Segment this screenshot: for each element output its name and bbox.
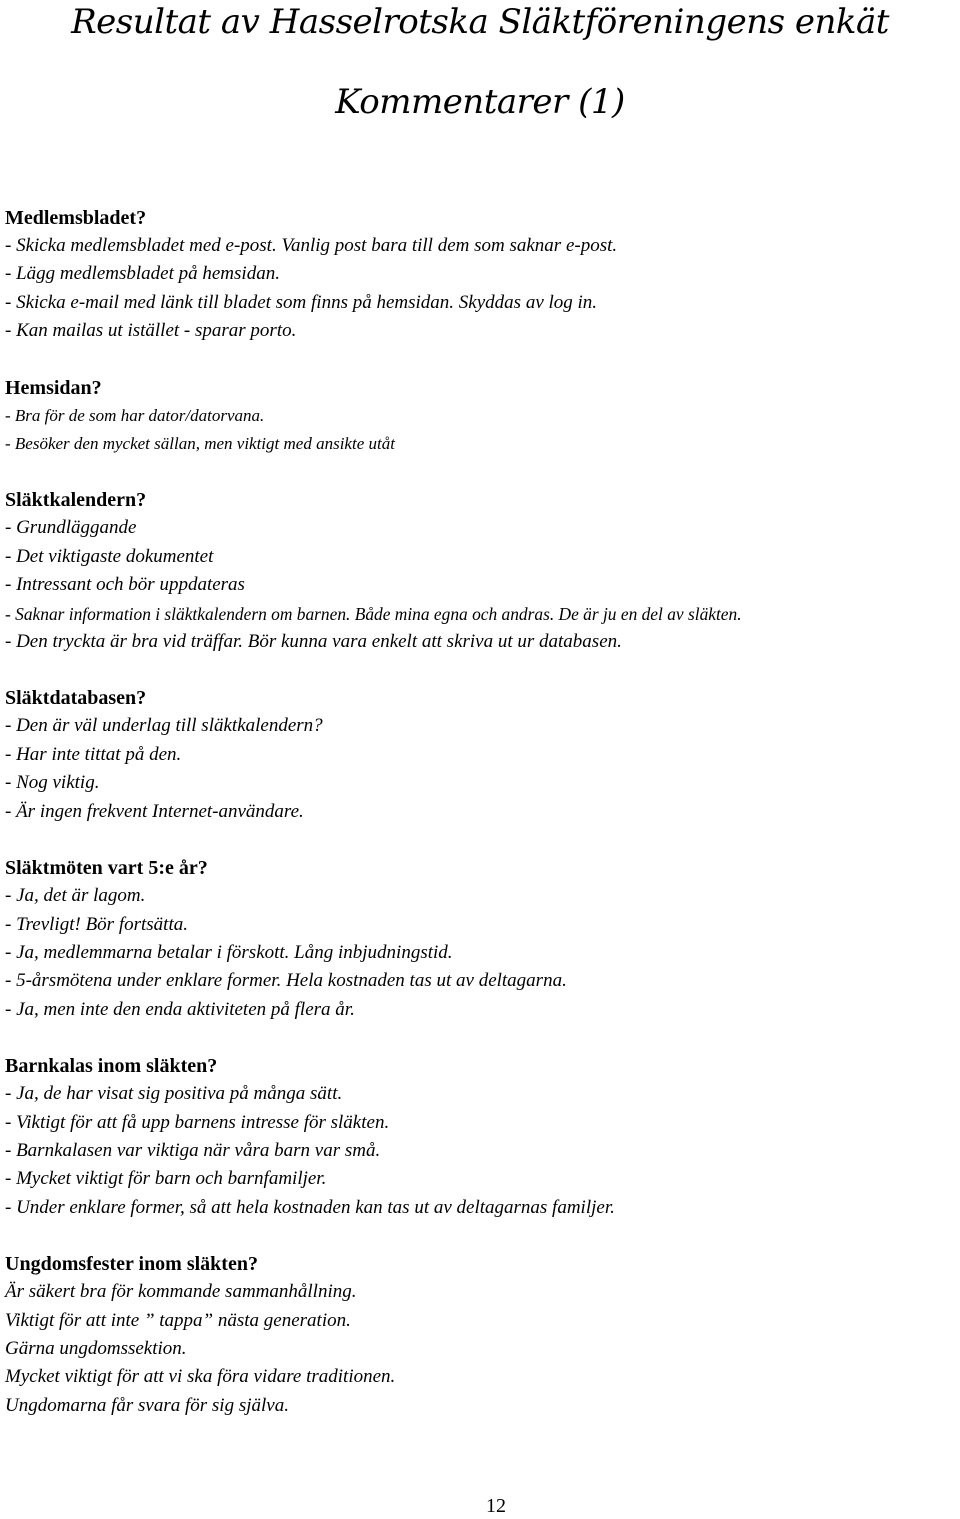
comment-line: - Besöker den mycket sällan, men viktigt med ansikte utåt: [5, 434, 395, 454]
comment-line: - Viktigt för att få upp barnens intresse för släkten.: [5, 1111, 390, 1133]
section-heading: Släktmöten vart 5:e år?: [5, 857, 208, 880]
comment-line: - Intressant och bör uppdateras: [5, 574, 245, 596]
section-heading: Barnkalas inom släkten?: [5, 1055, 218, 1078]
page-number: 12: [486, 1495, 506, 1517]
section-barnkalas: [5, 1052, 955, 1222]
section-slaktdatabasen: [5, 684, 955, 826]
comment-line: - Grundläggande: [5, 517, 137, 539]
section-slaktkalendern: [5, 486, 955, 656]
comment-line: - Är ingen frekvent Internet-användare.: [5, 800, 304, 822]
section-ungdomsfester: [5, 1250, 955, 1420]
comment-line: - Den tryckta är bra vid träffar. Bör kunna vara enkelt att skriva ut ur databasen.: [5, 631, 622, 653]
comment-line: - Trevligt! Bör fortsätta.: [5, 913, 188, 935]
comment-line: - Skicka e-mail med länk till bladet som finns på hemsidan. Skyddas av log in.: [5, 291, 598, 313]
comment-line: - Det viktigaste dokumentet: [5, 545, 214, 567]
comment-line: - Barnkalasen var viktiga när våra barn var små.: [5, 1139, 381, 1161]
comment-line: - Skicka medlemsbladet med e-post. Vanlig post bara till dem som saknar e-post.: [5, 235, 618, 256]
comment-line: - Ja, det är lagom.: [5, 885, 146, 907]
comment-line: - 5-årsmötena under enklare former. Hela kostnaden tas ut av deltagarna.: [5, 970, 567, 992]
section-heading: Släktkalendern?: [5, 489, 147, 512]
comment-line: Viktigt för att inte ” tappa” nästa generation.: [5, 1309, 351, 1331]
comment-line: - Saknar information i släktkalendern om barnen. Både mina egna och andras. De är ju en del av släkten.: [5, 603, 742, 624]
comment-line: - Under enklare former, så att hela kostnaden kan tas ut av deltagarnas familjer.: [5, 1196, 615, 1218]
comment-line: Ungdomarna får svara för sig själva.: [5, 1394, 289, 1416]
section-medlemsbladet: [5, 204, 955, 346]
comment-line: - Har inte tittat på den.: [5, 743, 182, 765]
section-slaktmoten: [5, 854, 955, 1024]
comment-line: - Ja, de har visat sig positiva på många sätt.: [5, 1083, 343, 1105]
comment-line: - Ja, medlemmarna betalar i förskott. Lång inbjudningstid.: [5, 941, 453, 963]
comment-line: Mycket viktigt för att vi ska föra vidare traditionen.: [5, 1366, 396, 1388]
comments-body: [5, 204, 955, 1448]
section-heading: Släktdatabasen?: [5, 687, 147, 710]
comment-line: - Lägg medlemsbladet på hemsidan.: [5, 263, 280, 285]
section-hemsidan: [5, 374, 955, 459]
comment-line: - Ja, men inte den enda aktiviteten på flera år.: [5, 998, 355, 1020]
comment-line: - Kan mailas ut istället - sparar porto.: [5, 320, 297, 342]
comment-line: - Mycket viktigt för barn och barnfamiljer.: [5, 1168, 327, 1190]
document-subtitle: Kommentarer (1): [335, 82, 625, 122]
section-heading: Ungdomsfester inom släkten?: [5, 1253, 258, 1276]
comment-line: Gärna ungdomssektion.: [5, 1337, 187, 1359]
comment-line: - Den är väl underlag till släktkalendern?: [5, 715, 323, 737]
section-heading: Medlemsbladet?: [5, 207, 147, 229]
comment-line: - Bra för de som har dator/datorvana.: [5, 405, 265, 425]
section-heading: Hemsidan?: [5, 376, 102, 399]
document-title: Resultat av Hasselrotska Släktföreningens enkät: [71, 2, 889, 42]
comment-line: Är säkert bra för kommande sammanhållning.: [5, 1281, 357, 1303]
comment-line: - Nog viktig.: [5, 772, 100, 794]
